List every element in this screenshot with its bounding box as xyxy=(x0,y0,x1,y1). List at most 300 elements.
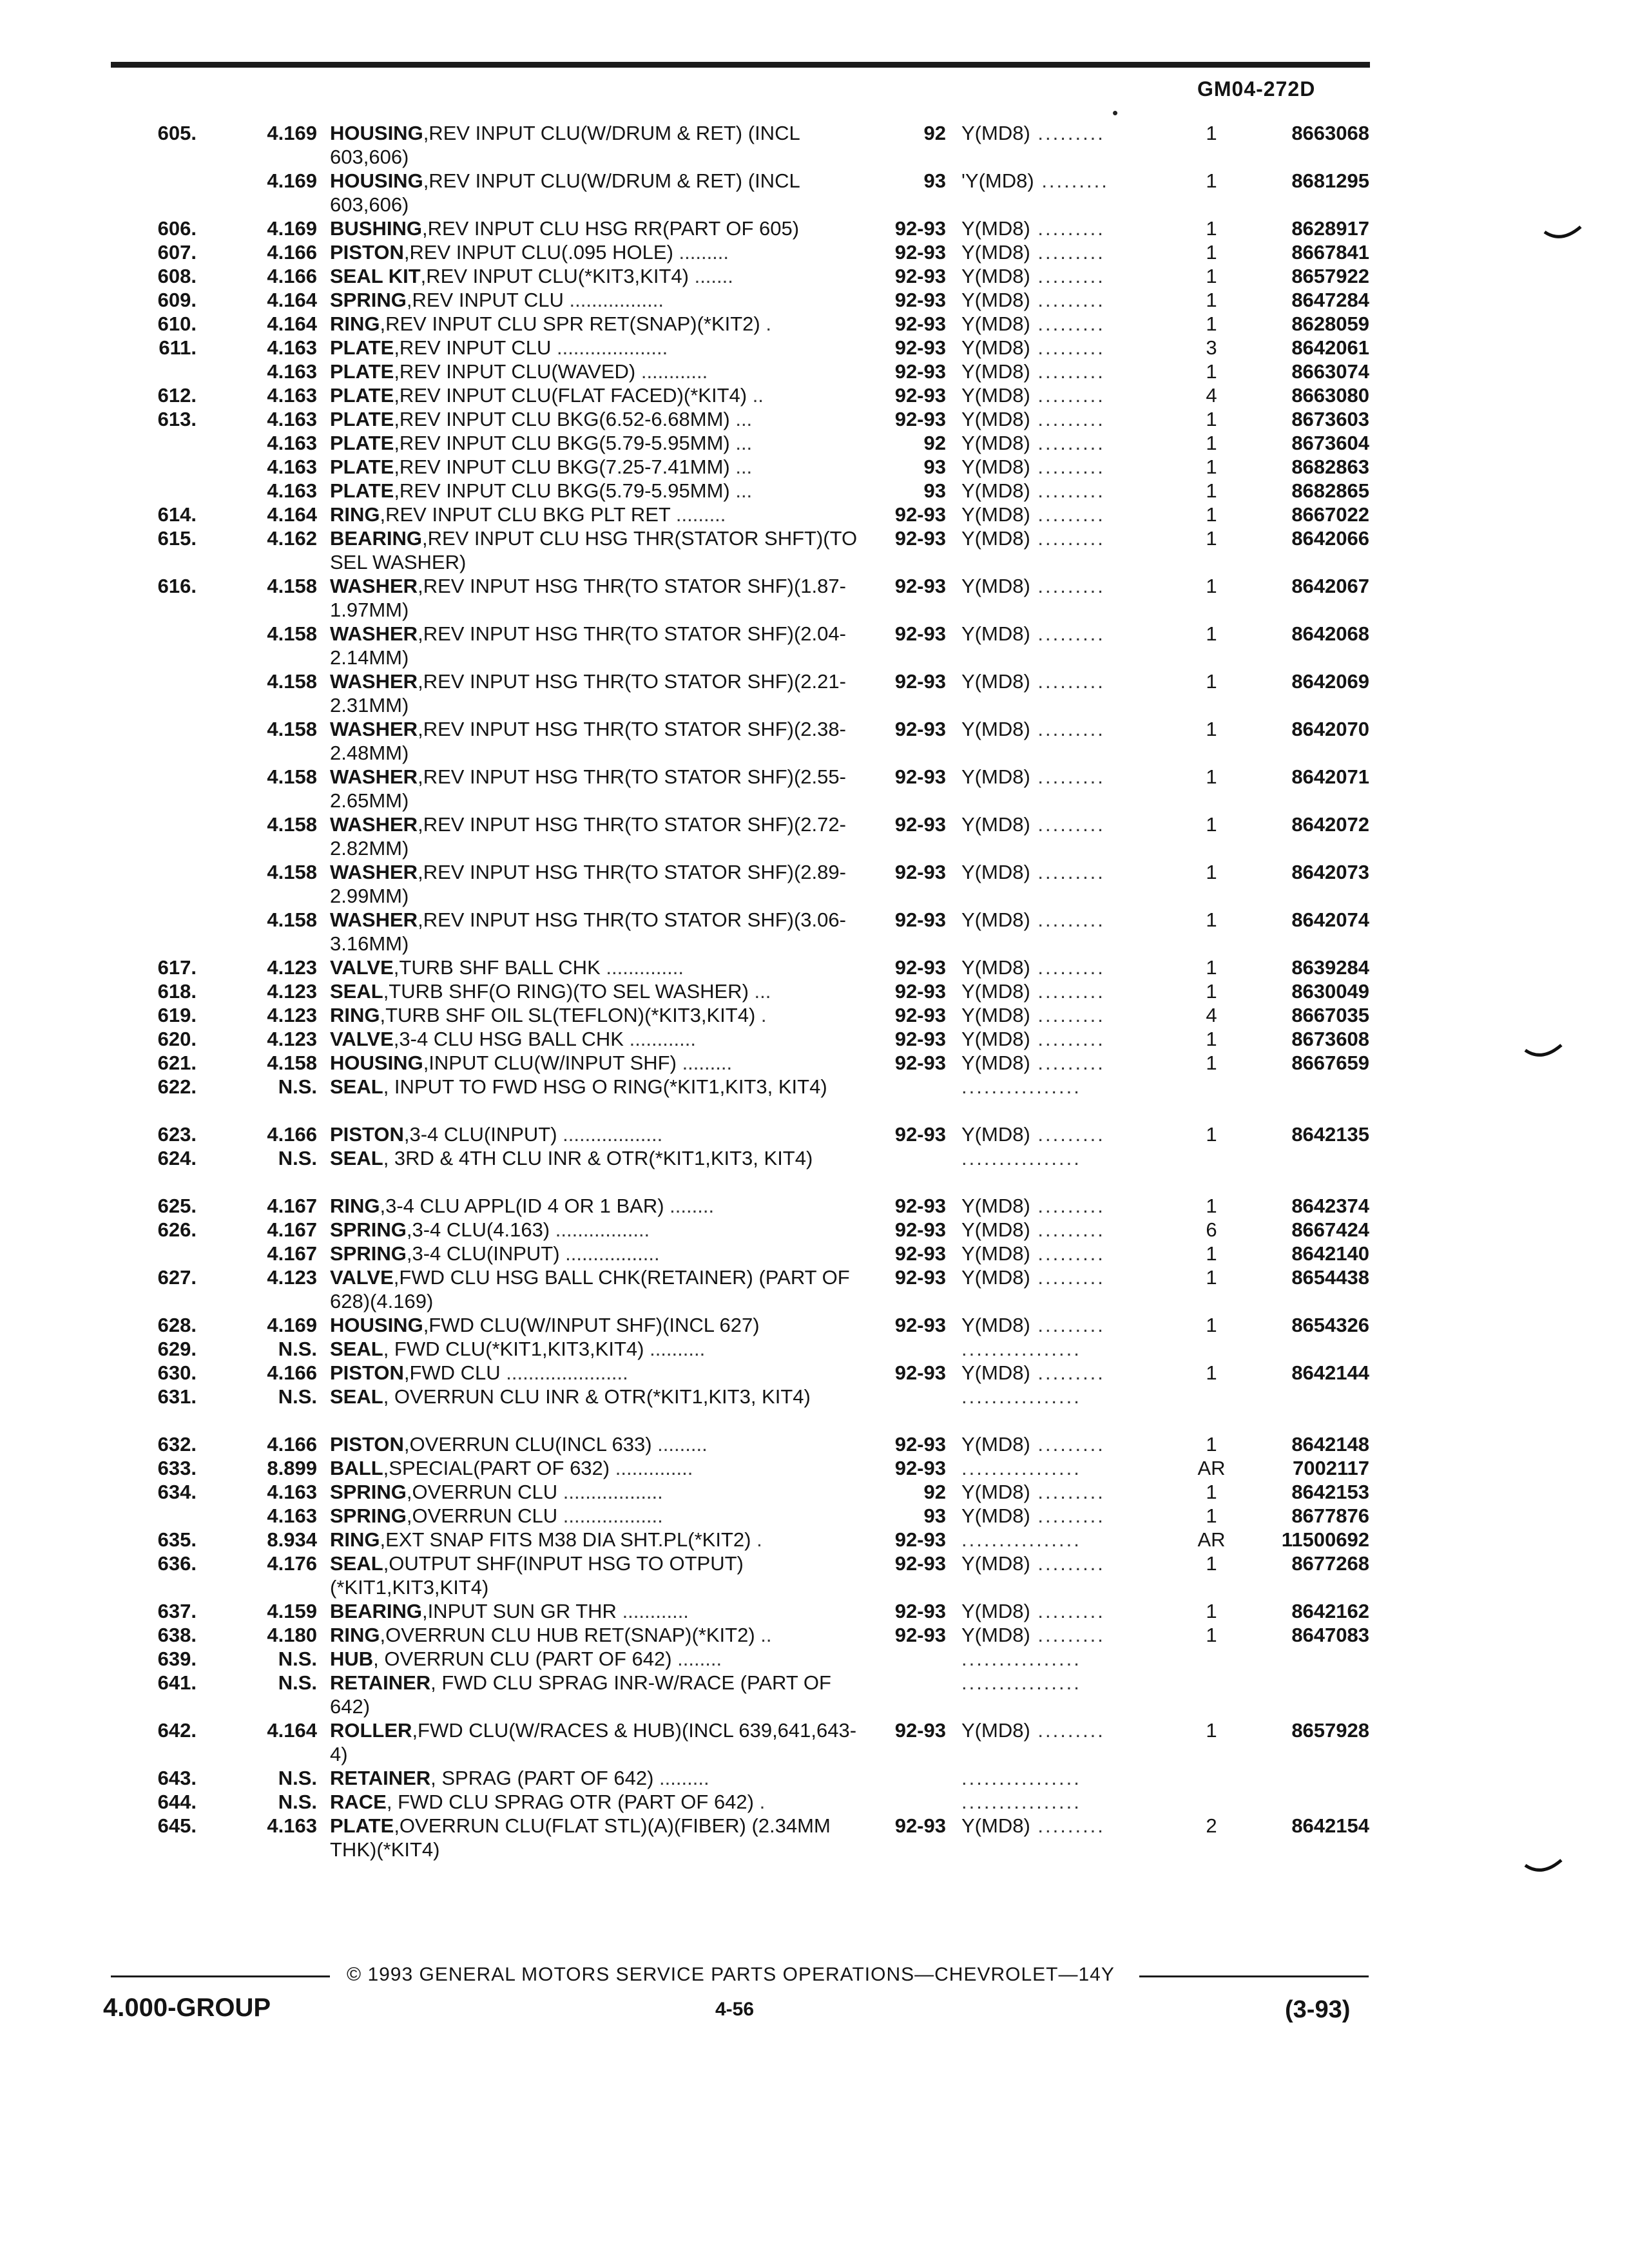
model-years: 92-93 xyxy=(894,1361,946,1384)
model-years: 92-93 xyxy=(894,908,946,931)
group-number: 4.123 xyxy=(267,1004,317,1026)
model-code xyxy=(961,383,1181,407)
part-name: RING xyxy=(330,312,380,335)
quantity: 1 xyxy=(1206,670,1217,693)
model-code xyxy=(961,1766,1181,1790)
model-code-text: 'Y(MD8) xyxy=(961,169,1034,192)
dot-leader: ......... xyxy=(1030,384,1105,407)
part-name: HUB xyxy=(330,1648,374,1670)
part-description xyxy=(330,1218,871,1242)
model-code-text: Y(MD8) xyxy=(961,503,1030,526)
model-years: 92-93 xyxy=(894,1552,946,1575)
part-name: PLATE xyxy=(330,432,394,454)
group-number: 4.163 xyxy=(267,1481,317,1503)
model-years: 93 xyxy=(923,479,946,502)
part-number: 8630049 xyxy=(1291,980,1369,1003)
reference-number: 617. xyxy=(157,956,197,979)
reference-number: 610. xyxy=(157,312,197,335)
table-row xyxy=(0,1814,1629,1861)
reference-number: 634. xyxy=(157,1481,197,1503)
part-description xyxy=(330,169,871,216)
dot-leader: ....... xyxy=(688,265,733,287)
reference-number: 625. xyxy=(157,1195,197,1217)
model-years: 92-93 xyxy=(894,1242,946,1265)
model-code xyxy=(961,526,1181,550)
model-years: 92-93 xyxy=(894,1433,946,1456)
dot-leader: ......... xyxy=(670,503,726,526)
top-rule xyxy=(111,62,1370,68)
quantity: AR xyxy=(1197,1528,1226,1551)
model-code xyxy=(961,717,1181,741)
model-code xyxy=(961,1003,1181,1027)
model-code xyxy=(961,1671,1181,1695)
part-name: PISTON xyxy=(330,1361,404,1384)
model-code-text: Y(MD8) xyxy=(961,1600,1030,1622)
group-number: N.S. xyxy=(278,1648,317,1670)
dot-leader: ......... xyxy=(1030,1552,1105,1575)
document-code: GM04-272D xyxy=(1197,77,1316,101)
model-years: 93 xyxy=(923,456,946,478)
group-number: 4.163 xyxy=(267,432,317,454)
part-description xyxy=(330,312,871,336)
quantity: 1 xyxy=(1206,432,1217,454)
part-detail: ,OUTPUT SHF(INPUT HSG TO OTPUT) (*KIT1,KIT3,KIT4) xyxy=(330,1552,744,1599)
revision-date: (3-93) xyxy=(1285,1996,1351,2023)
part-detail: ,OVERRUN CLU HUB RET(SNAP)(*KIT2) xyxy=(380,1624,755,1646)
part-number: 8642067 xyxy=(1291,575,1369,597)
model-code xyxy=(961,622,1181,646)
table-row xyxy=(0,503,1629,526)
part-detail: ,REV INPUT CLU(FLAT FACED)(*KIT4) xyxy=(394,384,747,407)
model-years: 92-93 xyxy=(894,1528,946,1551)
reference-number: 636. xyxy=(157,1552,197,1575)
dot-leader: ................. xyxy=(550,1218,650,1241)
model-code xyxy=(961,216,1181,240)
part-detail: ,REV INPUT HSG THR(TO STATOR SHF)(2.04-2.14MM) xyxy=(330,622,846,669)
part-description xyxy=(330,1599,871,1623)
model-years: 92-93 xyxy=(894,813,946,836)
part-detail: ,REV INPUT CLU xyxy=(406,289,564,311)
quantity: 3 xyxy=(1206,336,1217,359)
model-code xyxy=(961,1337,1181,1361)
quantity: 1 xyxy=(1206,1552,1217,1575)
part-detail: ,TURB SHF BALL CHK xyxy=(393,956,601,979)
part-detail: ,FWD CLU HSG BALL CHK(RETAINER) (PART OF 628)(4.169) xyxy=(330,1266,850,1312)
table-row xyxy=(0,574,1629,622)
group-number: 4.169 xyxy=(267,1314,317,1336)
table-row xyxy=(0,1647,1629,1671)
group-number: 4.169 xyxy=(267,169,317,192)
quantity: 1 xyxy=(1206,980,1217,1003)
part-number: 8667022 xyxy=(1291,503,1369,526)
dot-leader: ................ xyxy=(961,1338,1081,1360)
dot-leader: ......... xyxy=(1030,1361,1105,1384)
group-number: 4.164 xyxy=(267,289,317,311)
model-code-text: Y(MD8) xyxy=(961,908,1030,931)
model-code xyxy=(961,455,1181,479)
part-name: HOUSING xyxy=(330,1052,423,1074)
group-number: 4.158 xyxy=(267,861,317,883)
model-code-text: Y(MD8) xyxy=(961,527,1030,550)
group-number: 4.158 xyxy=(267,908,317,931)
part-number: 8682863 xyxy=(1291,456,1369,478)
group-number: 4.123 xyxy=(267,956,317,979)
model-years: 92-93 xyxy=(894,408,946,430)
table-row xyxy=(0,479,1629,503)
part-detail: ,REV INPUT CLU(W/DRUM & RET) (INCL 603,606) xyxy=(330,169,800,216)
table-row xyxy=(0,1599,1629,1623)
table-row xyxy=(0,1075,1629,1122)
model-code-text: Y(MD8) xyxy=(961,265,1030,287)
quantity: 1 xyxy=(1206,456,1217,478)
model-code xyxy=(961,312,1181,336)
part-description xyxy=(330,1480,871,1504)
dot-leader: .............. xyxy=(600,956,684,979)
group-number: 4.180 xyxy=(267,1624,317,1646)
part-number: 8667424 xyxy=(1291,1218,1369,1241)
group-number: 4.169 xyxy=(267,217,317,240)
part-name: PISTON xyxy=(330,241,404,264)
dot-leader: ......... xyxy=(1030,980,1105,1003)
part-name: PISTON xyxy=(330,1433,404,1456)
part-number: 8642070 xyxy=(1291,718,1369,740)
model-code xyxy=(961,1027,1181,1051)
group-number: 4.176 xyxy=(267,1552,317,1575)
part-name: WASHER xyxy=(330,670,418,693)
dot-leader: .................... xyxy=(551,336,668,359)
dot-leader: ......... xyxy=(653,1767,709,1789)
model-years: 92-93 xyxy=(894,241,946,264)
model-code-text: Y(MD8) xyxy=(961,312,1030,335)
model-code-text: Y(MD8) xyxy=(961,1242,1030,1265)
model-code xyxy=(961,1051,1181,1075)
model-years: 92-93 xyxy=(894,718,946,740)
quantity: 1 xyxy=(1206,503,1217,526)
table-row xyxy=(0,908,1629,956)
model-code-text: Y(MD8) xyxy=(961,217,1030,240)
group-number: 4.166 xyxy=(267,1361,317,1384)
reference-number: 623. xyxy=(157,1123,197,1146)
quantity: 1 xyxy=(1206,1600,1217,1622)
reference-number: 626. xyxy=(157,1218,197,1241)
part-name: PLATE xyxy=(330,336,394,359)
part-number: 8642162 xyxy=(1291,1600,1369,1622)
model-years: 92-93 xyxy=(894,1004,946,1026)
model-code-text: Y(MD8) xyxy=(961,1004,1030,1026)
model-code xyxy=(961,1146,1181,1170)
quantity: 1 xyxy=(1206,289,1217,311)
part-detail: ,REV INPUT HSG THR(TO STATOR SHF)(2.55-2.65MM) xyxy=(330,765,846,812)
dot-leader: ......... xyxy=(1030,312,1105,335)
group-number: 4.166 xyxy=(267,1433,317,1456)
part-number: 8677268 xyxy=(1291,1552,1369,1575)
part-description xyxy=(330,1552,871,1599)
quantity: 1 xyxy=(1206,527,1217,550)
model-years: 92-93 xyxy=(894,1123,946,1146)
part-description xyxy=(330,1003,871,1027)
table-row xyxy=(0,216,1629,240)
table-row xyxy=(0,431,1629,455)
dot-leader: ......... xyxy=(1030,503,1105,526)
part-number: 8673604 xyxy=(1291,432,1369,454)
part-name: RETAINER xyxy=(330,1671,431,1694)
quantity: 1 xyxy=(1206,1433,1217,1456)
part-name: SEAL xyxy=(330,1338,383,1360)
table-row xyxy=(0,1194,1629,1218)
model-code-text: Y(MD8) xyxy=(961,456,1030,478)
part-number: 8628917 xyxy=(1291,217,1369,240)
part-description xyxy=(330,717,871,765)
model-code xyxy=(961,1718,1181,1742)
model-code-text: Y(MD8) xyxy=(961,384,1030,407)
part-description xyxy=(330,956,871,979)
model-code-text: Y(MD8) xyxy=(961,1266,1030,1289)
part-name: SEAL xyxy=(330,1552,383,1575)
dot-leader: ............ xyxy=(616,1600,689,1622)
part-detail: , OVERRUN CLU (PART OF 642) xyxy=(373,1648,672,1670)
part-detail: ,REV INPUT HSG THR(TO STATOR SHF)(2.89-2.99MM) xyxy=(330,861,846,907)
part-number: 8642069 xyxy=(1291,670,1369,693)
part-name: WASHER xyxy=(330,861,418,883)
model-code-text: Y(MD8) xyxy=(961,813,1030,836)
reference-number: 645. xyxy=(157,1814,197,1837)
dot-leader: ......... xyxy=(1030,1195,1105,1217)
model-code-text: Y(MD8) xyxy=(961,670,1030,693)
part-name: SPRING xyxy=(330,1218,407,1241)
model-code-text: Y(MD8) xyxy=(961,289,1030,311)
part-number: 8642068 xyxy=(1291,622,1369,645)
dot-leader: ......... xyxy=(1030,861,1105,883)
model-code-text: Y(MD8) xyxy=(961,861,1030,883)
quantity: 1 xyxy=(1206,1504,1217,1527)
model-code xyxy=(961,1385,1181,1408)
dot-leader: ................ xyxy=(961,1528,1081,1551)
part-detail: ,REV INPUT HSG THR(TO STATOR SHF)(2.21-2.31MM) xyxy=(330,670,846,716)
part-number: 8642071 xyxy=(1291,765,1369,788)
part-description xyxy=(330,264,871,288)
part-description xyxy=(330,240,871,264)
dot-leader: ......... xyxy=(1030,670,1105,693)
part-name: WASHER xyxy=(330,718,418,740)
dot-leader: ......... xyxy=(1030,1266,1105,1289)
group-number: 4.169 xyxy=(267,122,317,144)
group-number: 4.163 xyxy=(267,1504,317,1527)
reference-number: 637. xyxy=(157,1600,197,1622)
model-years: 92-93 xyxy=(894,1218,946,1241)
model-years: 92-93 xyxy=(894,527,946,550)
model-years: 92-93 xyxy=(894,217,946,240)
dot-leader: ................ xyxy=(961,1791,1081,1813)
model-code xyxy=(961,1790,1181,1814)
part-description xyxy=(330,479,871,503)
model-code xyxy=(961,1242,1181,1265)
part-detail: ,TURB SHF OIL SL(TEFLON)(*KIT3,KIT4) xyxy=(380,1004,756,1026)
group-number: 4.163 xyxy=(267,384,317,407)
dot-leader: ......... xyxy=(1030,956,1105,979)
part-name: PLATE xyxy=(330,1814,394,1837)
table-row xyxy=(0,1671,1629,1718)
part-detail: ,REV INPUT CLU(WAVED) xyxy=(394,360,636,383)
part-description xyxy=(330,503,871,526)
page-number: 4-56 xyxy=(715,1999,755,2020)
model-code-text: Y(MD8) xyxy=(961,1218,1030,1241)
dot-leader: ......... xyxy=(1034,169,1109,192)
part-detail: ,REV INPUT CLU(.095 HOLE) xyxy=(403,241,673,264)
dot-leader: ......... xyxy=(1030,456,1105,478)
dot-leader: . xyxy=(751,1528,762,1551)
model-code xyxy=(961,1432,1181,1456)
model-code xyxy=(961,1528,1181,1552)
dot-leader: ........ xyxy=(664,1195,715,1217)
model-years: 92-93 xyxy=(894,336,946,359)
table-row xyxy=(0,1623,1629,1647)
quantity: AR xyxy=(1197,1457,1226,1479)
table-row xyxy=(0,288,1629,312)
footer-rule-left xyxy=(111,1975,330,1977)
table-row xyxy=(0,717,1629,765)
part-detail: ,FWD CLU(W/RACES & HUB)(INCL 639,641,643-4) xyxy=(330,1719,857,1765)
part-description xyxy=(330,669,871,717)
part-number: 8657928 xyxy=(1291,1719,1369,1742)
part-number: 8682865 xyxy=(1291,479,1369,502)
model-code-text: Y(MD8) xyxy=(961,1814,1030,1837)
part-number: 8667841 xyxy=(1291,241,1369,264)
reference-number: 629. xyxy=(157,1338,197,1360)
model-code xyxy=(961,1623,1181,1647)
part-description xyxy=(330,288,871,312)
model-code xyxy=(961,1218,1181,1242)
dot-leader: .............. xyxy=(610,1457,693,1479)
part-name: SPRING xyxy=(330,1504,407,1527)
part-number: 8654326 xyxy=(1291,1314,1369,1336)
model-code xyxy=(961,956,1181,979)
group-number: N.S. xyxy=(278,1338,317,1360)
model-code xyxy=(961,1647,1181,1671)
model-code xyxy=(961,908,1181,932)
group-number: 4.158 xyxy=(267,813,317,836)
reference-number: 643. xyxy=(157,1767,197,1789)
table-row xyxy=(0,1790,1629,1814)
model-code-text: Y(MD8) xyxy=(961,1433,1030,1456)
part-name: ROLLER xyxy=(330,1719,412,1742)
table-row xyxy=(0,1337,1629,1361)
reference-number: 633. xyxy=(157,1457,197,1479)
parts-list xyxy=(0,121,1629,1861)
part-detail: ,TURB SHF(O RING)(TO SEL WASHER) xyxy=(383,980,749,1003)
part-description xyxy=(330,812,871,860)
part-description xyxy=(330,1456,871,1480)
part-number: 8642073 xyxy=(1291,861,1369,883)
reference-number: 628. xyxy=(157,1314,197,1336)
copyright-line: © 1993 GENERAL MOTORS SERVICE PARTS OPERATIONS—CHEVROLET—14Y xyxy=(347,1964,1115,1985)
table-row xyxy=(0,1242,1629,1265)
part-detail: ,REV INPUT CLU HSG THR(STATOR SHFT)(TO SEL WASHER) xyxy=(330,527,858,573)
part-number: 7002117 xyxy=(1293,1457,1369,1479)
model-years: 92-93 xyxy=(894,360,946,383)
part-description xyxy=(330,1790,871,1814)
part-number: 8681295 xyxy=(1291,169,1369,192)
part-name: VALVE xyxy=(330,956,394,979)
reference-number: 622. xyxy=(157,1075,197,1098)
dot-leader: .................. xyxy=(557,1504,663,1527)
dot-leader: ......... xyxy=(1030,1814,1105,1837)
part-number: 8642153 xyxy=(1291,1481,1369,1503)
dot-leader: ................ xyxy=(961,1385,1081,1408)
part-detail: ,FWD CLU xyxy=(403,1361,501,1384)
model-code-text: Y(MD8) xyxy=(961,980,1030,1003)
part-number: 8642135 xyxy=(1291,1123,1369,1146)
part-detail: ,3-4 CLU(INPUT) xyxy=(406,1242,560,1265)
group-number: 4.163 xyxy=(267,1814,317,1837)
part-description xyxy=(330,765,871,812)
part-detail: ,REV INPUT HSG THR(TO STATOR SHF)(2.72-2.82MM) xyxy=(330,813,846,860)
part-number: 8647284 xyxy=(1291,289,1369,311)
dot-leader: ......... xyxy=(1030,336,1105,359)
table-row xyxy=(0,1552,1629,1599)
stray-print-mark: • xyxy=(1112,103,1119,122)
part-name: PLATE xyxy=(330,479,394,502)
quantity: 1 xyxy=(1206,479,1217,502)
part-detail: ,REV INPUT CLU HSG RR(PART OF 605) xyxy=(421,217,800,240)
part-detail: ,3-4 CLU(4.163) xyxy=(406,1218,550,1241)
model-code xyxy=(961,1265,1181,1289)
part-number: 8663080 xyxy=(1291,384,1369,407)
part-name: RING xyxy=(330,1004,380,1026)
table-row xyxy=(0,383,1629,407)
dot-leader: ......... xyxy=(1030,217,1105,240)
part-detail: ,3-4 CLU HSG BALL CHK xyxy=(393,1028,624,1050)
part-description xyxy=(330,1337,871,1361)
dot-leader: ................ xyxy=(961,1075,1081,1098)
part-detail: ,SPECIAL(PART OF 632) xyxy=(383,1457,610,1479)
group-number: 4.163 xyxy=(267,408,317,430)
part-description xyxy=(330,1814,871,1861)
table-row xyxy=(0,407,1629,431)
dot-leader: ......... xyxy=(1030,1242,1105,1265)
dot-leader: ................ xyxy=(961,1648,1081,1670)
quantity: 1 xyxy=(1206,622,1217,645)
part-name: SEAL xyxy=(330,1075,383,1098)
part-description xyxy=(330,1122,871,1146)
table-row xyxy=(0,264,1629,288)
part-name: PLATE xyxy=(330,384,394,407)
part-description xyxy=(330,1242,871,1265)
dot-leader: . xyxy=(753,1791,766,1813)
reference-number: 639. xyxy=(157,1648,197,1670)
model-years: 92-93 xyxy=(894,1814,946,1837)
part-detail: ,3-4 CLU APPL(ID 4 OR 1 BAR) xyxy=(380,1195,664,1217)
dot-leader: ......... xyxy=(1030,289,1105,311)
dot-leader: ......... xyxy=(1030,718,1105,740)
part-description xyxy=(330,1766,871,1790)
model-code xyxy=(961,479,1181,503)
model-code xyxy=(961,431,1181,455)
model-code xyxy=(961,1122,1181,1146)
part-detail: , OVERRUN CLU INR & OTR(*KIT1,KIT3, KIT4) xyxy=(383,1385,811,1408)
dot-leader: ......... xyxy=(1030,360,1105,383)
part-detail: , FWD CLU SPRAG OTR (PART OF 642) xyxy=(386,1791,754,1813)
part-detail: ,REV INPUT CLU BKG PLT RET xyxy=(380,503,671,526)
part-name: RING xyxy=(330,503,380,526)
dot-leader: ......... xyxy=(1030,432,1105,454)
part-description xyxy=(330,1051,871,1075)
dot-leader: ......... xyxy=(1030,479,1105,502)
group-number: 4.166 xyxy=(267,1123,317,1146)
part-number: 8642066 xyxy=(1291,527,1369,550)
reference-number: 614. xyxy=(157,503,197,526)
part-name: WASHER xyxy=(330,765,418,788)
table-row xyxy=(0,1003,1629,1027)
